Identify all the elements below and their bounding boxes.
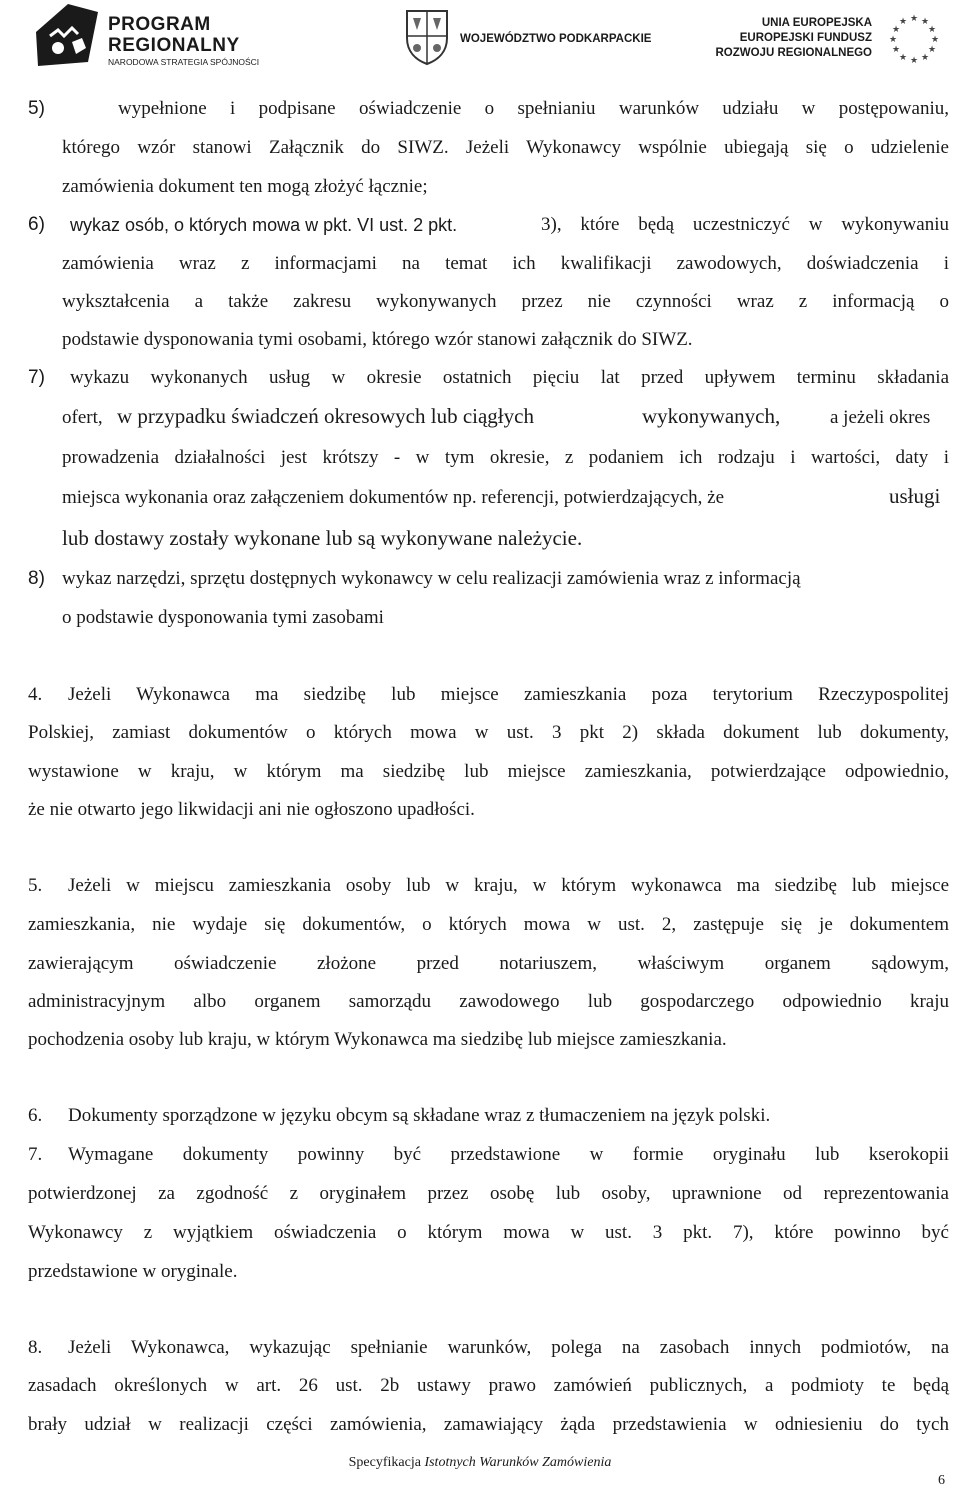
section-4-line-3: wystawione w kraju, w którym ma siedzibę lub miejsce zamieszkania, potwierdzające odpowiednio, (28, 761, 949, 782)
svg-text:★: ★ (920, 53, 930, 63)
eu-line-2: EUROPEJSKI FUNDUSZ (739, 32, 872, 44)
section-8-line-2: zasadach określonych w art. 26 ust. 2b ustawy prawo zamówień publicznych, a podmioty te będą (28, 1375, 949, 1396)
svg-text:★: ★ (927, 45, 937, 55)
footer-title (0, 1455, 960, 1471)
section-7-line-3: Wykonawcy z wyjątkiem oświadczenia o którym mowa w ust. 3 pkt. 7), które powinno być (28, 1222, 949, 1243)
svg-text:★: ★ (927, 25, 937, 35)
item-8-number: 8) (28, 568, 45, 589)
program-title: PROGRAM (108, 14, 211, 35)
item-6-line-4: podstawie dysponowania tymi osobami, którego wzór stanowi załącznik do SIWZ. (62, 329, 693, 350)
item-7-line-2b: w przypadku świadczeń okresowych lub ciągłych (117, 404, 534, 428)
item-7-line-4a: miejsca wykonania oraz załączeniem dokumentów np. referencji, potwierdzających, że (62, 487, 725, 508)
item-7-number: 7) (28, 367, 45, 388)
item-7-line-3: prowadzenia działalności jest krótszy - w tym okresie, z podaniem ich rodzaju i wartości, daty i (62, 447, 949, 468)
section-6-line-1: Dokumenty sporządzone w języku obcym są składane wraz z tłumaczeniem na język polski. (68, 1105, 771, 1126)
eu-flag-icon (886, 10, 942, 66)
footer-title-part-1: Specyfikacja (348, 1455, 425, 1470)
eu-fund-label (715, 16, 872, 61)
section-5-line-1: Jeżeli w miejscu zamieszkania osoby lub w kraju, w którym wykonawca ma siedzibę lub miejsce (68, 875, 949, 896)
program-subtitle: REGIONALNY (108, 35, 240, 56)
item-7-line-4b: usługi (889, 484, 941, 508)
program-tagline: NARODOWA STRATEGIA SPÓJNOŚCI (108, 57, 260, 67)
section-5-line-3: zawierającym oświadczenie złożone przed notariuszem, właściwym organem sądowym, (28, 953, 949, 974)
section-7-line-1: Wymagane dokumenty powinny być przedstawione w formie oryginału lub kserokopii (68, 1144, 949, 1165)
section-8-line-1: Jeżeli Wykonawca, wykazując spełnianie warunków, polega na zasobach innych podmiotów, na (68, 1337, 949, 1358)
section-7-number: 7. (28, 1144, 43, 1165)
eu-line-3: ROZWOJU REGIONALNEGO (715, 47, 872, 59)
section-8-line-3: brały udział w realizacji części zamówienia, zamawiający żąda przedstawienia w odniesieniu do tych (28, 1414, 949, 1435)
section-4-line-1: Jeżeli Wykonawca ma siedzibę lub miejsce zamieszkania poza terytorium Rzeczypospolitej (68, 684, 949, 705)
item-7-line-1: wykazu wykonanych usług w okresie ostatnich pięciu lat przed upływem terminu składania (70, 367, 949, 388)
item-8-line-2: o podstawie dysponowania tymi zasobami (62, 607, 384, 628)
item-5-line-1: wypełnione i podpisane oświadczenie o spełnianiu warunków udziału w postępowaniu, (118, 98, 949, 119)
item-7-line-2d: a jeżeli okres (830, 407, 931, 428)
item-6-number: 6) (28, 214, 45, 235)
svg-text:★: ★ (888, 35, 898, 45)
item-5-line-2: którego wzór stanowi Załącznik do SIWZ. Jeżeli Wykonawcy wspólnie ubiegają się o udzielenie (62, 137, 949, 158)
program-regionalny-logo-icon (28, 2, 104, 70)
item-7-line-2c: wykonywanych, (642, 404, 781, 428)
item-7-line-5: lub dostawy zostały wykonane lub są wykonywane należycie. (62, 526, 583, 550)
section-5-number: 5. (28, 875, 43, 896)
section-6-number: 6. (28, 1105, 43, 1126)
voivodeship-crest-icon (404, 8, 450, 66)
section-7-line-4: przedstawione w oryginale. (28, 1261, 238, 1282)
voivodeship-name: WOJEWÓDZTWO PODKARPACKIE (460, 33, 652, 45)
svg-text:★: ★ (898, 17, 908, 27)
section-4-line-2: Polskiej, zamiast dokumentów o których mowa w ust. 3 pkt 2) składa dokument lub dokumenty, (28, 722, 949, 743)
svg-text:★: ★ (909, 14, 919, 24)
item-6-line-1a: wykaz osób, o których mowa w pkt. VI ust. 2 pkt. (70, 215, 458, 235)
svg-text:★: ★ (920, 17, 930, 27)
page-number: 6 (938, 1473, 945, 1488)
footer-title-part-2: Istotnych Warunków Zamówienia (424, 1455, 612, 1470)
item-6-line-1b: 3), które będą uczestniczyć w wykonywaniu (541, 214, 949, 235)
item-7-line-2a: ofert, (62, 407, 103, 428)
svg-text:★: ★ (930, 35, 940, 45)
section-5-line-2: zamieszkania, nie wydaje się dokumentów, o których mowa w ust. 2, zastępuje się je dokumentem (28, 914, 949, 935)
section-8-number: 8. (28, 1337, 43, 1358)
section-5-line-4: administracyjnym albo organem samorządu zawodowego lub gospodarczego odpowiednio kraju (28, 991, 949, 1012)
eu-line-1: UNIA EUROPEJSKA (761, 17, 872, 29)
item-5-number: 5) (28, 98, 45, 119)
svg-text:★: ★ (891, 25, 901, 35)
svg-text:★: ★ (898, 53, 908, 63)
svg-text:★: ★ (909, 56, 919, 66)
page-header (0, 0, 960, 78)
item-5-line-3: zamówienia dokument ten mogą złożyć łącznie; (62, 176, 428, 197)
item-8-line-1: wykaz narzędzi, sprzętu dostępnych wykonawcy w celu realizacji zamówienia wraz z informacją (62, 568, 801, 589)
section-4-number: 4. (28, 684, 43, 705)
section-7-line-2: potwierdzonej za zgodność z oryginałem przez osobę lub osoby, uprawnione od reprezentowania (28, 1183, 949, 1204)
section-5-line-5: pochodzenia osoby lub kraju, w którym Wykonawca ma siedzibę lub miejsce zamieszkania. (28, 1029, 727, 1050)
section-4-line-4: że nie otwarto jego likwidacji ani nie ogłoszono upadłości. (28, 799, 475, 820)
svg-text:★: ★ (891, 45, 901, 55)
item-6-line-3: wykształcenia a także zakresu wykonywanych przez nie czynności wraz z informacją o (62, 291, 949, 312)
item-6-line-2: zamówienia wraz z informacjami na temat ich kwalifikacji zawodowych, doświadczenia i (62, 253, 949, 274)
